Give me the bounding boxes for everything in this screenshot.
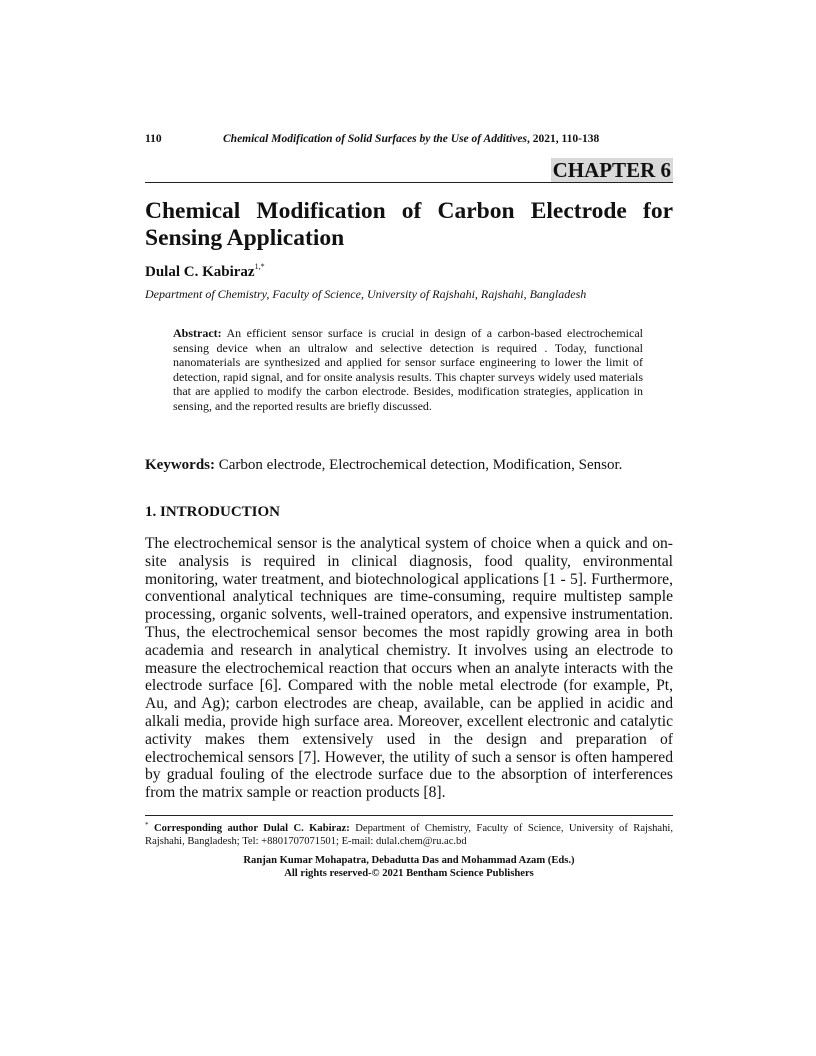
footnote-divider xyxy=(145,815,673,816)
keywords-text: Carbon electrode, Electrochemical detection, Modification, Sensor. xyxy=(218,457,623,473)
footnote-text: Department of Chemistry, Faculty of Science, University of Rajshahi, Rajshahi, Bangladesh; Tel: +8801707071501; E-mail: dulal.chem@ru.ac.bd xyxy=(145,823,674,847)
author-marks: 1,* xyxy=(254,262,265,271)
keywords xyxy=(145,457,622,474)
chapter-divider xyxy=(145,182,673,183)
footnote-mark: * xyxy=(145,821,149,829)
source-title: Chemical Modification of Solid Surfaces by the Use of Additives xyxy=(223,133,527,145)
rights-line: All rights reserved-© 2021 Bentham Science Publishers xyxy=(284,868,534,879)
editors-line: Ranjan Kumar Mohapatra, Debadutta Das and Mohammad Azam (Eds.) xyxy=(243,855,575,866)
abstract xyxy=(173,326,643,414)
chapter-label: CHAPTER 6 xyxy=(552,158,671,182)
abstract-text: An efficient sensor surface is crucial in design of a carbon-based electrochemical sensing device when an ultralow and selective detection is required . Today, functional nanomaterials are synthesized and applied for sensor surface engineering to lower the limit of detection, rapid signal, and for onsite analysis results. This chapter surveys widely used materials that are applied to modify the carbon electrode. Besides, modification strategies, application in sensing, and the reported results are briefly discussed. xyxy=(173,326,643,413)
chapter-title: Chemical Modification of Carbon Electrode for Sensing Application xyxy=(145,198,673,251)
affiliation: Department of Chemistry, Faculty of Science, University of Rajshahi, Rajshahi, Bangladesh xyxy=(145,287,587,301)
publisher-info xyxy=(145,854,673,880)
keywords-label: Keywords: xyxy=(145,457,215,473)
intro-paragraph: The electrochemical sensor is the analytical system of choice when a quick and on-site analysis is required in clinical diagnosis, food quality, environmental monitoring, water treatment, and biotechnological applications [1 - 5]. Furthermore, conventional analytical techniques are time-consuming, require multistep sample processing, organic solvents, well-trained operators, and expensive instrumentation. Thus, the electrochemical sensor becomes the most rapidly growing area in both academia and research in analytical chemistry. It involves using an electrode to measure the electrochemical reaction that occurs when an analyte interacts with the electrode surface [6]. Compared with the noble metal electrode (for example, Pt, Au, and Ag); carbon electrodes are cheap, available, can be applied in acidic and alkali media, provide high surface area. Moreover, excellent electronic and catalytic activity makes them extensively used in the design and preparation of electrochemical sensors [7]. However, the utility of such a sensor is often hampered by gradual fouling of the electrode surface due to the absorption of interferences from the matrix sample or reaction products [8]. xyxy=(145,535,673,802)
running-head xyxy=(145,133,673,145)
source-citation xyxy=(223,133,599,145)
footnote xyxy=(145,819,673,848)
author xyxy=(145,262,265,281)
footnote-label: Corresponding author Dulal C. Kabiraz: xyxy=(153,823,350,834)
source-meta: , 2021, 110-138 xyxy=(527,133,600,145)
abstract-label: Abstract: xyxy=(173,326,222,340)
page-number: 110 xyxy=(145,133,162,145)
section-heading: 1. INTRODUCTION xyxy=(145,504,281,520)
author-name: Dulal C. Kabiraz xyxy=(145,264,255,280)
